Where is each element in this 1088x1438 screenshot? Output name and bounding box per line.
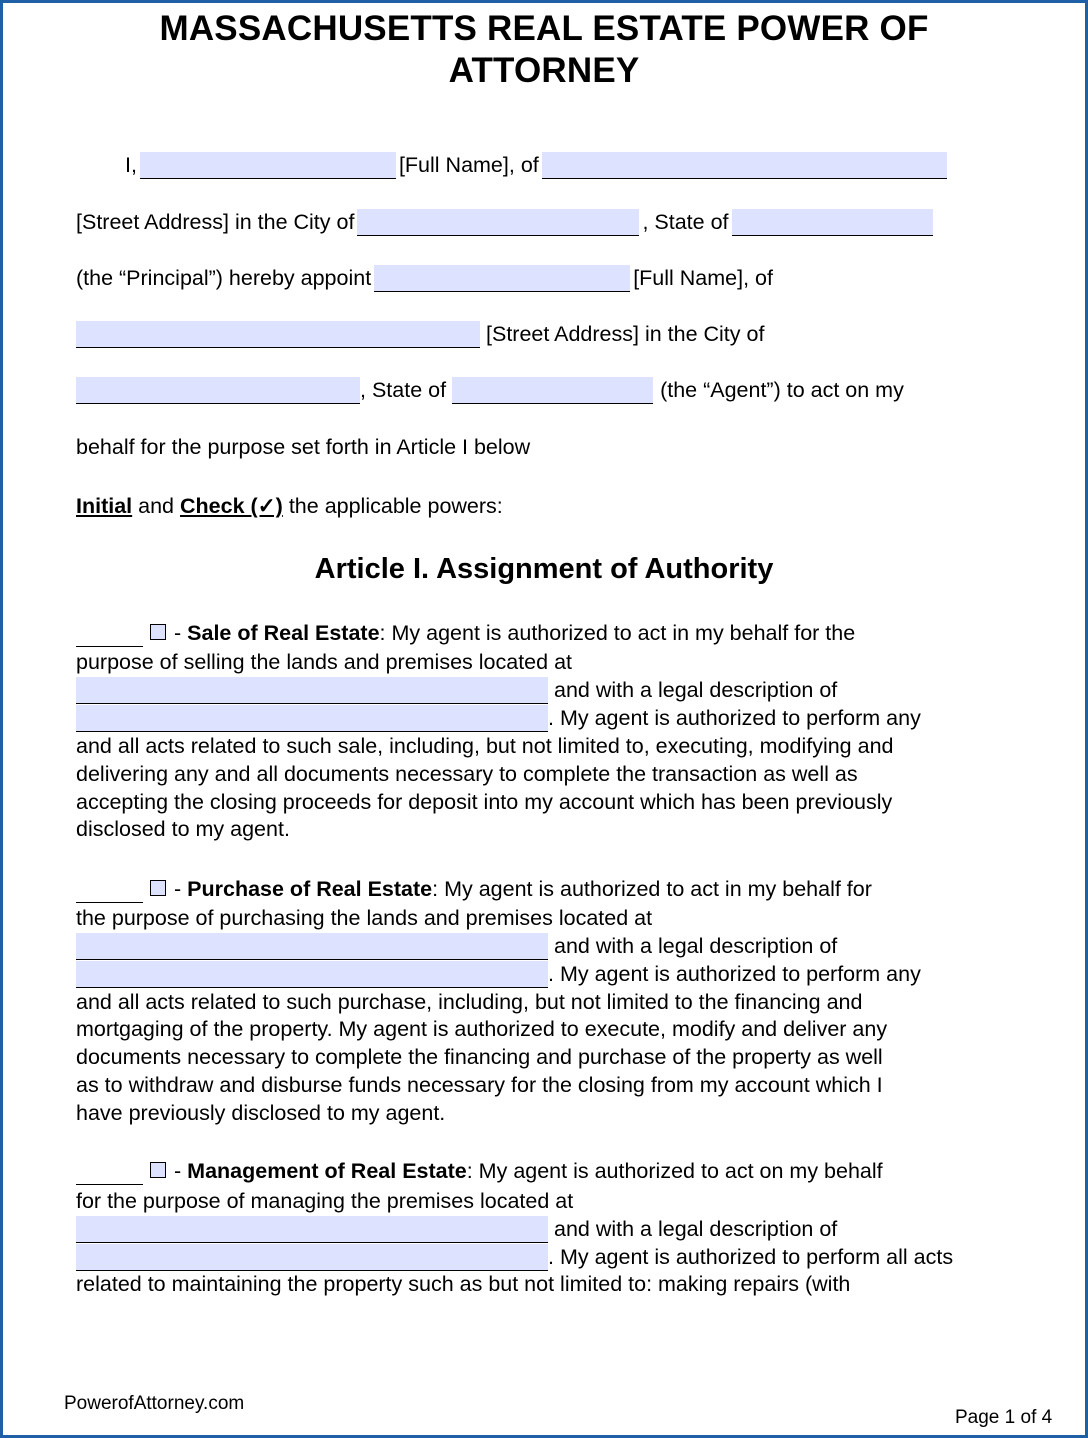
- document-title-line2: ATTORNEY: [448, 51, 640, 90]
- initial-label: Initial: [76, 494, 133, 518]
- sale-perform-label: . My agent is authorized to perform any: [548, 706, 921, 730]
- purchase-dash: -: [174, 877, 182, 901]
- i-prefix: I,: [125, 153, 137, 177]
- sale-title: Sale of Real Estate: [187, 621, 380, 645]
- state-of-label-2: , State of: [360, 378, 447, 402]
- sale-location-field[interactable]: [76, 677, 548, 704]
- article-heading: Article I. Assignment of Authority: [314, 553, 774, 585]
- sale-legal-desc-field[interactable]: [76, 705, 548, 732]
- section-purchase-body-1: and all acts related to such purchase, including, but not limited to the financing and: [76, 990, 863, 1014]
- management-legal-desc-field[interactable]: [76, 1244, 548, 1271]
- section-sale-body-1: and all acts related to such sale, including, but not limited to, executing, modifying and: [76, 734, 894, 758]
- street-city-of-label-2: [Street Address] in the City of: [486, 322, 765, 346]
- principal-state-field[interactable]: [732, 209, 933, 236]
- intro-line-2: [76, 208, 936, 236]
- principal-appoint-label: (the “Principal”) hereby appoint: [76, 266, 372, 290]
- check-label: Check (✓): [180, 494, 283, 518]
- section-purchase-body-4: as to withdraw and disburse funds necessary for the closing from my account which I: [76, 1073, 883, 1097]
- section-sale-body-3: accepting the closing proceeds for deposit into my account which has been previously: [76, 790, 893, 814]
- full-name-of-label-2: [Full Name], of: [633, 266, 773, 290]
- agent-street-field[interactable]: [76, 321, 480, 348]
- purchase-legal-desc-label: and with a legal description of: [554, 934, 838, 958]
- management-title: Management of Real Estate: [187, 1159, 467, 1183]
- purchase-title: Purchase of Real Estate: [187, 877, 433, 901]
- agent-state-field[interactable]: [452, 377, 653, 404]
- purchase-first-line: : My agent is authorized to act in my behalf for: [432, 877, 872, 901]
- section-sale-line-3: [76, 676, 837, 704]
- footer-site: PowerofAttorney.com: [64, 1393, 245, 1414]
- street-city-of-label: [Street Address] in the City of: [76, 210, 355, 234]
- section-management-line-2: for the purpose of managing the premises located at: [76, 1189, 574, 1213]
- intro-line-4: [76, 320, 764, 348]
- section-sale-line-4: [76, 704, 921, 732]
- section-purchase-line-4: [76, 960, 921, 988]
- intro-line-3: [76, 264, 773, 292]
- section-management-line-4: [76, 1243, 953, 1271]
- principal-street-field[interactable]: [542, 152, 947, 179]
- management-dash: -: [174, 1159, 182, 1183]
- state-of-label: , State of: [642, 210, 729, 234]
- section-sale-body-4: disclosed to my agent.: [76, 817, 290, 841]
- purchase-location-field[interactable]: [76, 933, 548, 960]
- management-first-line: : My agent is authorized to act on my behalf: [466, 1159, 883, 1183]
- sale-initial-blank[interactable]: [76, 622, 143, 647]
- document-title-line1: MASSACHUSETTS REAL ESTATE POWER OF: [159, 9, 929, 48]
- section-purchase-line-3: [76, 932, 837, 960]
- sale-first-line: : My agent is authorized to act in my behalf for the: [379, 621, 856, 645]
- full-name-of-label: [Full Name], of: [398, 153, 539, 177]
- agent-act-label: (the “Agent”) to act on my: [660, 378, 904, 402]
- principal-city-field[interactable]: [357, 209, 639, 236]
- purchase-perform-label: . My agent is authorized to perform any: [548, 962, 921, 986]
- management-checkbox[interactable]: [150, 1162, 166, 1178]
- sale-checkbox[interactable]: [150, 624, 166, 640]
- section-sale-body-2: delivering any and all documents necessary to complete the transaction as well as: [76, 762, 858, 786]
- intro-line-6: behalf for the purpose set forth in Article I below: [76, 435, 531, 459]
- section-purchase-body-3: documents necessary to complete the financing and purchase of the property as well: [76, 1045, 883, 1069]
- section-purchase-line-2: the purpose of purchasing the lands and premises located at: [76, 906, 653, 930]
- section-purchase-body-5: have previously disclosed to my agent.: [76, 1101, 446, 1125]
- intro-line-1: [125, 151, 950, 179]
- purchase-checkbox[interactable]: [150, 880, 166, 896]
- applicable-powers-label: the applicable powers:: [288, 494, 503, 518]
- intro-line-5: [76, 376, 904, 404]
- footer-page-number: Page 1 of 4: [955, 1407, 1053, 1428]
- section-sale-line-1: [76, 619, 855, 647]
- management-legal-desc-label: and with a legal description of: [554, 1217, 838, 1241]
- principal-name-field[interactable]: [140, 152, 396, 179]
- purchase-initial-blank[interactable]: [76, 878, 143, 903]
- section-management-line-1: [76, 1157, 883, 1185]
- purchase-legal-desc-field[interactable]: [76, 961, 548, 988]
- instruction-line: [76, 492, 503, 520]
- and-label: and: [138, 494, 175, 518]
- management-location-field[interactable]: [76, 1216, 548, 1243]
- section-management-line-3: [76, 1215, 837, 1243]
- management-perform-label: . My agent is authorized to perform all acts: [548, 1245, 954, 1269]
- sale-dash: -: [174, 621, 182, 645]
- section-sale-line-2: purpose of selling the lands and premises located at: [76, 650, 573, 674]
- sale-legal-desc-label: and with a legal description of: [554, 678, 838, 702]
- section-purchase-body-2: mortgaging of the property. My agent is authorized to execute, modify and deliver any: [76, 1017, 888, 1041]
- management-initial-blank[interactable]: [76, 1160, 143, 1185]
- section-purchase-line-1: [76, 875, 872, 903]
- section-management-body-1: related to maintaining the property such as but not limited to: making repairs (with: [76, 1272, 851, 1296]
- agent-name-field[interactable]: [374, 265, 630, 292]
- agent-city-field[interactable]: [76, 377, 360, 404]
